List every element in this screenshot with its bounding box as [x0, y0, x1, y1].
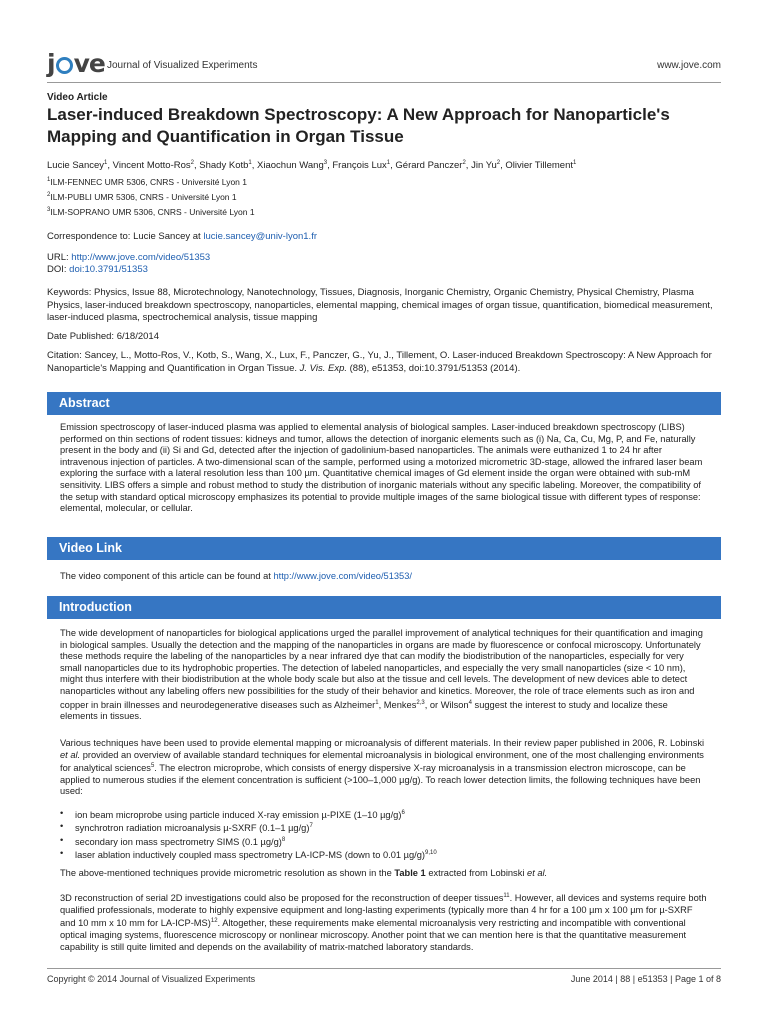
page-info: June 2014 | 88 | e51353 | Page 1 of 8 — [570, 974, 721, 984]
affiliation: $^1$ILM-FENNEC UMR 5306, CNRS - Université Lyon 1 — [47, 177, 247, 187]
author-list: Lucie Sancey$^1$, Vincent Motto-Ros$^2$, Shady Kotb$^1$, Xiaochun Wang$^3$, François Lux$^1$, Gérard Panczer$^2$, Jin Yu$^2$, Olivier Tillement$^1$ — [47, 160, 577, 172]
author: Jin Yu — [471, 160, 497, 172]
author: Shady Kotb — [199, 160, 249, 172]
abstract-text: Emission spectroscopy of laser-induced plasma was applied to elemental analysis of biological samples. Laser-induced breakdown spectroscopy (LIBS) performed on thin sections of rodent tissues: kidneys and tumor, allows the detection of inorganic elements such as (i) Na, Ca, Cu, Mg, P, and Fe, naturally present in the body and (ii) Si and Gd, detected after the injection of gadolinium-based nanoparticles. The animals were euthanized 1 to 24 hr after intravenous injection of particles. A two-dimensional scan of the sample, performed using a motorized micrometric 3D-stage, allowed the infrared laser beam exploring the surface with a lateral resolution less than 100 µm. Quantitative chemical images of Gd element inside the organ were obtained with sub-mM sensitivity. LIBS offers a simple and robust method to study the distribution of inorganic materials without any specific labeling. Moreover, the compatibility of the setup with standard optical microscopy emphasizes its potential to provide multiple images of the same biological tissue with different types of response: elemental, molecular, or cellular. — [60, 422, 703, 514]
footer-divider — [47, 968, 721, 969]
page-header — [47, 50, 721, 78]
url-line: URL: http://www.jove.com/video/51353 — [47, 252, 211, 263]
correspondence: Correspondence to: Lucie Sancey at lucie.sancey@univ-lyon1.fr — [47, 231, 317, 242]
introduction-heading: Introduction — [47, 596, 721, 619]
abstract-heading: Abstract — [47, 392, 721, 415]
article-type: Video Article — [47, 92, 108, 103]
list-item: • secondary ion mass spectrometry SIMS (0.1 µg/g)$^8$ — [60, 835, 708, 848]
list-item: • ion beam microprobe using particle induced X-ray emission µ-PIXE (1–10 µg/g)$^6$ — [60, 808, 708, 821]
intro-paragraph-1: The wide development of nanoparticles for biological applications urged the parallel improvement of analytical techniques for their quantification and imaging in biological samples. Usually the detection and the mapping of the nanoparticles in organs are made by fluorescence or confocal microscopy. Unfortunately these methods require the labeling of the nanoparticles by a near infrared dye that can modify the biodistribution of the nanoparticles, especially for very small nanoparticles due to its hydrophobic properties. The detection of labeled nanoparticles, and especially the very small nanoparticles (size < 10 nm), might thus interfere with their biodistribution at the whole body scale but also at the tissue and cell levels. The development of new devices able to detect nanoparticles without any labeling offers new possibilities for the study of their behavior and kinetics. Moreover, the role of trace elements such as iron and copper in brain illnesses and neurodegenerative diseases such as Alzheimer$^1$, Menkes$^{2,3}$, or Wilson$^4$ suggest the interest to study and localize these elements in tissues. — [60, 628, 703, 722]
doi-line: DOI: doi:10.3791/51353 — [47, 264, 148, 275]
article-title: Laser-induced Breakdown Spectroscopy: A New Approach for Nanoparticle's Mapping and Quantification in Organ Tissue — [47, 105, 670, 146]
site-url[interactable]: www.jove.com — [657, 60, 721, 71]
intro-paragraph-4: 3D reconstruction of serial 2D investigations could also be proposed for the reconstruction of deeper tissues$^{11}$. However, all devices and systems require both qualified professionals, moderate to highly expensive equipment and long-lasting experiments (typically more than 4 hr for a 100 µm x 100 µm for µ-SXRF and 10 mm x 10 mm for LA-ICP-MS)$^{12}$. Altogether, these requirements make elemental microanalysis very restricting and incompatible with conventional optical imaging systems, fluorescence microscopy or nonlinear microscopy. Another point that we can mention here is that the quantitative measurement capability is still quite limited and depends on the availability of matrix-matched laboratory standards. — [60, 893, 707, 952]
intro-paragraph-3: The above-mentioned techniques provide micrometric resolution as shown in the Table 1 extracted from Lobinski et al. — [60, 868, 548, 878]
affiliation: $^3$ILM-SOPRANO UMR 5306, CNRS - Université Lyon 1 — [47, 207, 255, 217]
header-divider — [47, 82, 721, 83]
affiliation: $^2$ILM-PUBLI UMR 5306, CNRS - Université Lyon 1 — [47, 192, 237, 202]
doi-link[interactable]: doi:10.3791/51353 — [69, 264, 148, 275]
technique-list — [60, 808, 708, 861]
video-link-heading: Video Link — [47, 537, 721, 560]
keywords: Keywords: Physics, Issue 88, Microtechnology, Nanotechnology, Tissues, Diagnosis, Inorganic Chemistry, Organic Chemistry, Physical Chemistry, Plasma Physics, laser-induced breakdown spectroscopy, nanoparticles, elemental mapping, chemical images of organ tissue, quantification, biomedical measurement, laser-induced plasma, spectrochemical analysis, tissue mapping — [47, 287, 713, 323]
author: Xiaochun Wang — [257, 160, 324, 172]
citation: Citation: Sancey, L., Motto-Ros, V., Kotb, S., Wang, X., Lux, F., Panczer, G., Yu, J., Tillement, O. Laser-induced Breakdown Spectroscopy: A New Approach for Nanoparticle's Mapping and Quantification in Organ Tissue. J. Vis. Exp. (88), e51353, doi:10.3791/51353 (2014). — [47, 350, 712, 374]
author: Olivier Tillement — [505, 160, 573, 172]
author: Vincent Motto-Ros — [112, 160, 191, 172]
video-link-text: The video component of this article can be found at http://www.jove.com/video/51353/ — [60, 571, 412, 581]
list-item: • synchrotron radiation microanalysis µ-SXRF (0.1–1 µg/g)$^7$ — [60, 821, 708, 834]
intro-paragraph-2: Various techniques have been used to provide elemental mapping or microanalysis of different materials. In their review paper published in 2006, R. Lobinski et al. provided an overview of available standard techniques for elemental microanalysis in biological environment, one of the most challenging environments for analytical sciences$^5$. The electron microprobe, which consists of energy dispersive X-ray microanalysis in a transmission electron microscope, can be applied to numerous studies if the element concentration is sufficient (>100–1,000 µg/g). To reach lower detection limits, the following techniques have been used: — [60, 738, 705, 797]
correspondence-email-link[interactable]: lucie.sancey@univ-lyon1.fr — [203, 231, 317, 242]
article-url-link[interactable]: http://www.jove.com/video/51353 — [71, 252, 211, 263]
author: Lucie Sancey — [47, 160, 105, 172]
jove-logo[interactable]: j ve — [47, 49, 105, 78]
author: François Lux — [332, 160, 387, 172]
video-link[interactable]: http://www.jove.com/video/51353/ — [273, 571, 412, 581]
author: Gérard Panczer — [395, 160, 463, 172]
copyright: Copyright © 2014 Journal of Visualized Experiments — [47, 974, 256, 984]
list-item: • laser ablation inductively coupled mass spectrometry LA-ICP-MS (down to 0.01 µg/g)$^{9,10}$ — [60, 848, 708, 861]
date-published: Date Published: 6/18/2014 — [47, 331, 159, 342]
journal-name: Journal of Visualized Experiments — [107, 60, 258, 71]
